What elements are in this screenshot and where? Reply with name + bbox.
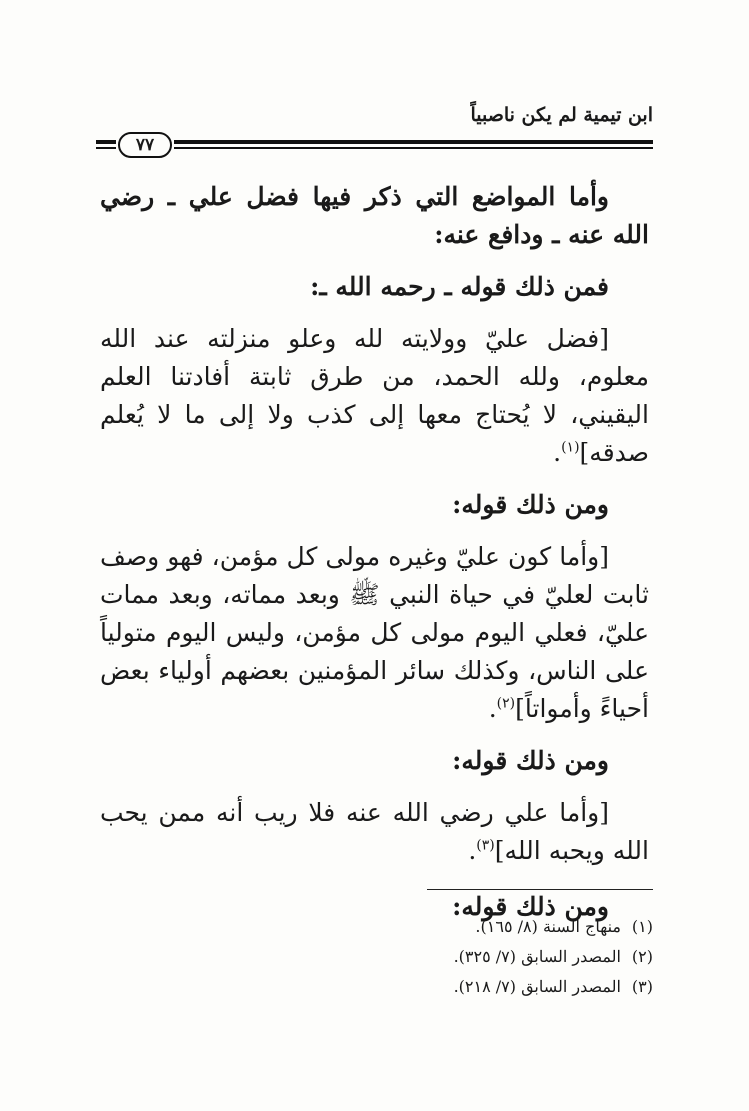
quote-end-3: .	[468, 836, 477, 865]
footnote-ref-1: (١)	[561, 439, 580, 456]
quote-paragraph-2	[100, 538, 649, 728]
quote-text-3: [وأما علي رضي الله عنه فلا ريب أنه ممن يحب الله ويحبه الله]	[100, 798, 649, 865]
quote-paragraph-1	[100, 320, 649, 472]
footnote-2	[100, 942, 653, 972]
quote-lead-4: ومن ذلك قوله:	[452, 892, 609, 921]
quote-lead-3: ومن ذلك قوله:	[452, 746, 609, 775]
footnote-text: المصدر السابق (٧/ ٢١٨).	[453, 977, 621, 996]
footnotes	[100, 912, 653, 1002]
footnote-number: (٣)	[631, 977, 653, 996]
footnote-text: المصدر السابق (٧/ ٣٢٥).	[453, 947, 621, 966]
footnote-3	[100, 972, 653, 1002]
header-rule	[174, 140, 653, 149]
quote-end-2: .	[488, 694, 497, 723]
quote-end-1: .	[553, 438, 562, 467]
footnote-1	[100, 912, 653, 942]
footnote-text: منهاج السنة (٨/ ١٦٥).	[475, 917, 621, 936]
quote-text-2: [وأما كون عليّ وغيره مولى كل مؤمن، فهو وصف ثابت لعليّ في حياة النبي ﷺ وبعد مماته، وبعد ممات عليّ، فعلي اليوم مولى كل مؤمن، وليس اليوم متولياً على الناس، وكذلك سائر المؤمنين بعضهم أولياء بعض أحياءً وأمواتاً]	[100, 542, 649, 723]
quote-lead-1: فمن ذلك قوله ـ رحمه الله ـ:	[310, 272, 609, 301]
page-number: ٧٧	[118, 132, 172, 158]
intro-paragraph: وأما المواضع التي ذكر فيها فضل علي ـ رضي الله عنه ـ ودافع عنه:	[100, 182, 649, 249]
footnote-separator	[427, 889, 653, 890]
header-rule-left	[96, 140, 116, 149]
footnote-number: (١)	[631, 917, 653, 936]
main-text	[100, 178, 649, 926]
quote-text-1: [فضل عليّ وولايته لله وعلو منزلته عند الله معلوم، ولله الحمد، من طرق ثابتة أفادتنا العلم اليقيني، لا يُحتاج معها إلى كذب ولا إلى ما لا يُعلم صدقه]	[100, 324, 649, 467]
quote-lead-2: ومن ذلك قوله:	[452, 490, 609, 519]
running-title: ابن تيمية لم يكن ناصبياً	[470, 104, 653, 126]
footnote-number: (٢)	[631, 947, 653, 966]
footnote-ref-2: (٢)	[496, 695, 516, 712]
footnote-ref-3: (٣)	[476, 837, 495, 854]
quote-paragraph-3	[100, 794, 649, 870]
